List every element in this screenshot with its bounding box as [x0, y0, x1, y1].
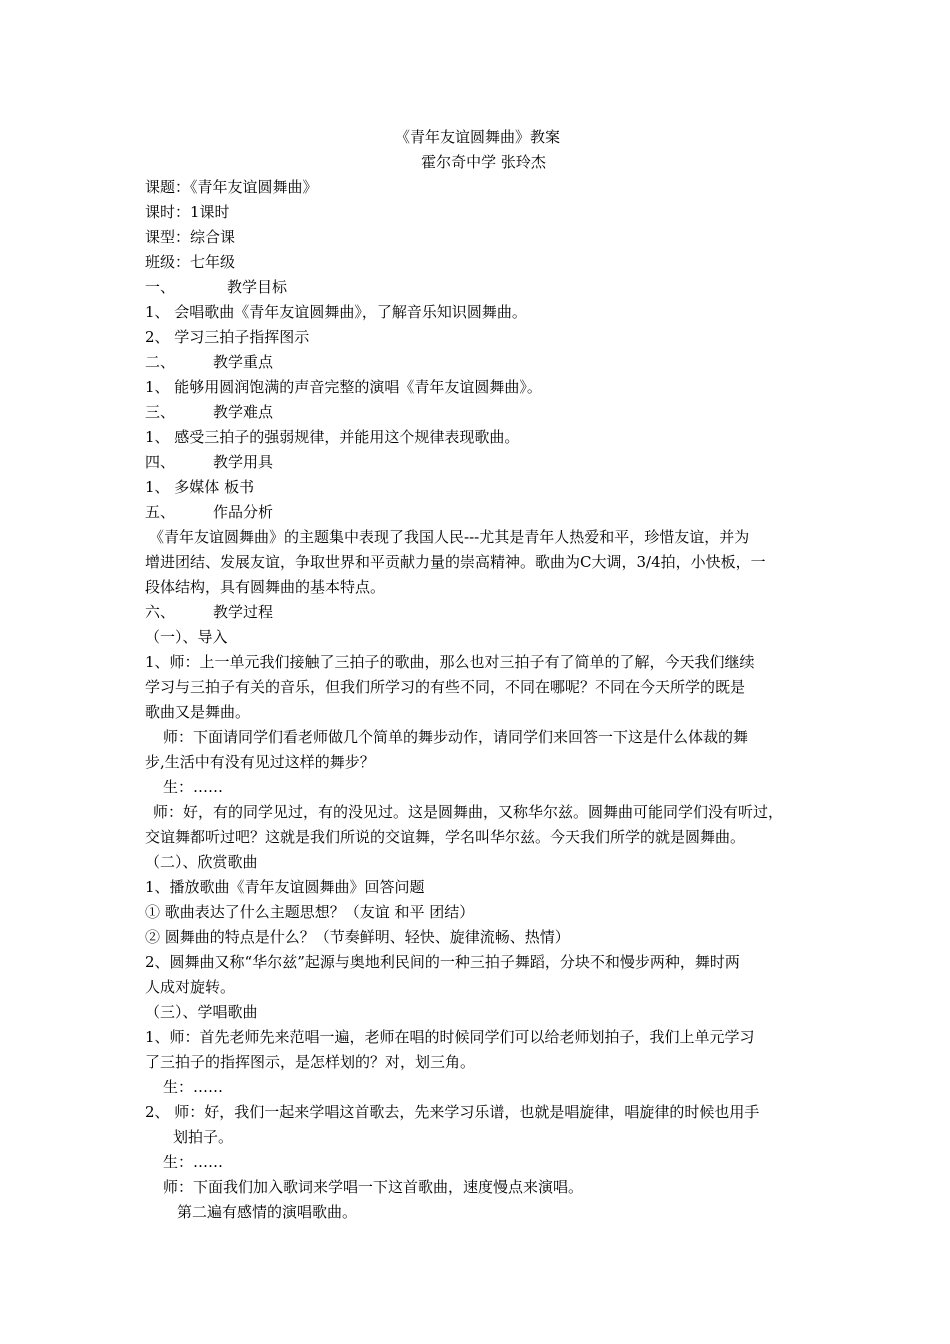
paragraph-line: 交谊舞都听过吧？这就是我们所说的交谊舞，学名叫华尔兹。今天我们所学的就是圆舞曲。	[145, 828, 746, 846]
paragraph-line: ① 歌曲表达了什么主题思想？（友谊 和平 团结）	[145, 903, 475, 921]
document-title: 《青年友谊圆舞曲》教案	[394, 128, 560, 146]
meta-topic: 课题：《青年友谊圆舞曲》	[145, 178, 318, 196]
section-label: 教学过程	[213, 603, 274, 621]
paragraph-line: 1、播放歌曲《青年友谊圆舞曲》回答问题	[145, 878, 425, 896]
paragraph-line: 人成对旋转。	[145, 978, 236, 996]
section-label: 教学用具	[213, 453, 274, 471]
section-number: 五、	[145, 503, 176, 521]
paragraph-line: 2、 师：好，我们一起来学唱这首歌去，先来学习乐谱，也就是唱旋律，唱旋律的时候也用手	[145, 1103, 760, 1121]
document-author: 霍尔奇中学 张玲杰	[421, 153, 546, 171]
paragraph-line: ② 圆舞曲的特点是什么？（节奏鲜明、轻快、旋律流畅、热情）	[145, 928, 570, 946]
paragraph-line: 学习与三拍子有关的音乐，但我们所学习的有些不同，不同在哪呢？不同在今天所学的既是	[145, 678, 746, 696]
section-heading-4	[145, 450, 810, 475]
section-label: 教学难点	[213, 403, 274, 421]
paragraph-line: 第二遍有感情的演唱歌曲。	[177, 1203, 358, 1221]
paragraph-line: 生：……	[163, 778, 224, 796]
meta-grade: 班级：七年级	[145, 253, 236, 271]
paragraph-line: 1、师：首先老师先来范唱一遍，老师在唱的时候同学们可以给老师划拍子，我们上单元学习	[145, 1028, 755, 1046]
list-item: 1、 能够用圆润饱满的声音完整的演唱《青年友谊圆舞曲》。	[145, 378, 542, 396]
paragraph-line: 划拍子。	[173, 1128, 234, 1146]
subsection-title: （一）、导入	[145, 628, 228, 646]
section-label: 作品分析	[213, 503, 274, 521]
section-heading-6	[145, 600, 810, 625]
meta-type: 课型：综合课	[145, 228, 236, 246]
section-number: 三、	[145, 403, 176, 421]
paragraph-line: 了三拍子的指挥图示，是怎样划的？对，划三角。	[145, 1053, 476, 1071]
section-heading-5	[145, 500, 810, 525]
section-heading-2	[145, 350, 810, 375]
document-content	[145, 125, 810, 1225]
section-heading-1	[145, 275, 810, 300]
section-number: 四、	[145, 453, 176, 471]
list-item: 1、 多媒体 板书	[145, 478, 255, 496]
paragraph-line: 《青年友谊圆舞曲》的主题集中表现了我国人民---尤其是青年人热爱和平，珍惜友谊，并为	[149, 528, 750, 546]
section-number: 一、	[145, 278, 176, 296]
paragraph-line: 增进团结、发展友谊，争取世界和平贡献力量的崇高精神。歌曲为C大调，3/4拍，小快板，一	[145, 553, 766, 571]
subsection-title: （三）、学唱歌曲	[145, 1003, 258, 1021]
subsection-title: （二）、欣赏歌曲	[145, 853, 258, 871]
paragraph-line: 段体结构，具有圆舞曲的基本特点。	[145, 578, 386, 596]
paragraph-line: 2、圆舞曲又称“华尔兹”起源与奥地利民间的一种三拍子舞蹈，分块不和慢步两种，舞时两	[145, 953, 740, 971]
list-item: 1、 会唱歌曲《青年友谊圆舞曲》，了解音乐知识圆舞曲。	[145, 303, 527, 321]
paragraph-line: 生：……	[163, 1153, 224, 1171]
list-item: 1、 感受三拍子的强弱规律，并能用这个规律表现歌曲。	[145, 428, 520, 446]
paragraph-line: 师：好，有的同学见过，有的没见过。这是圆舞曲，又称华尔兹。圆舞曲可能同学们没有听过，	[153, 803, 784, 821]
section-number: 二、	[145, 353, 176, 371]
section-number: 六、	[145, 603, 176, 621]
paragraph-line: 师：下面请同学们看老师做几个简单的舞步动作，请同学们来回答一下这是什么体裁的舞	[163, 728, 749, 746]
section-label: 教学重点	[213, 353, 274, 371]
paragraph-line: 歌曲又是舞曲。	[145, 703, 251, 721]
paragraph-line: 1、师：上一单元我们接触了三拍子的歌曲，那么也对三拍子有了简单的了解，今天我们继续	[145, 653, 755, 671]
meta-hours: 课时：1课时	[145, 203, 230, 221]
paragraph-line: 步,生活中有没有见过这样的舞步？	[145, 753, 375, 771]
section-label: 教学目标	[227, 278, 288, 296]
paragraph-line: 生：……	[163, 1078, 224, 1096]
paragraph-line: 师：下面我们加入歌词来学唱一下这首歌曲，速度慢点来演唱。	[163, 1178, 584, 1196]
list-item: 2、 学习三拍子指挥图示	[145, 328, 310, 346]
section-heading-3	[145, 400, 810, 425]
